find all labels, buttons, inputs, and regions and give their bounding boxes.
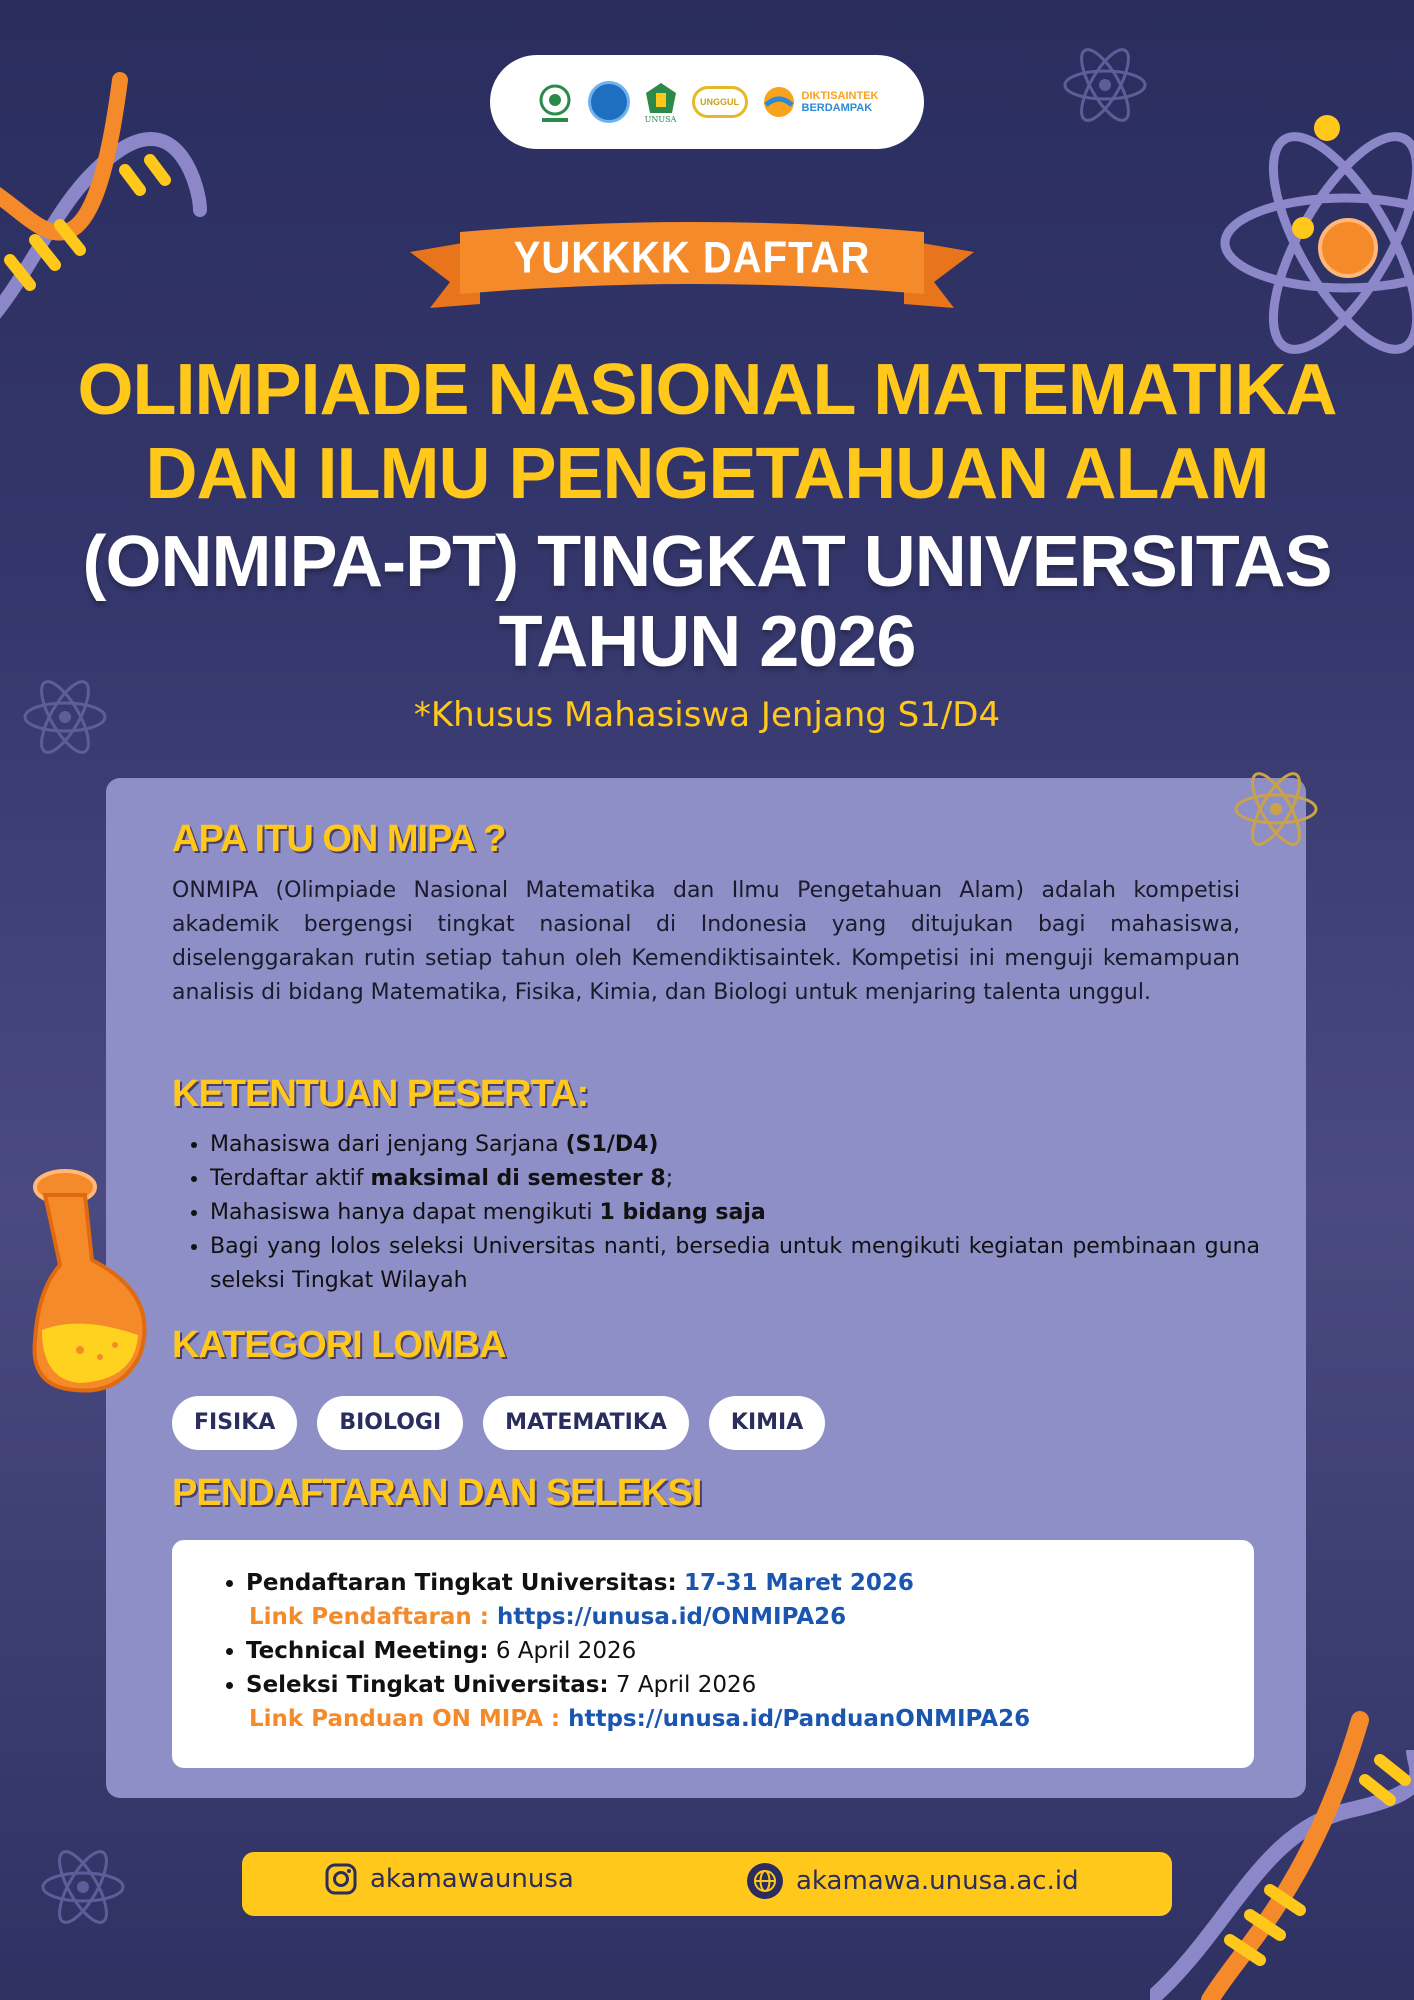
guide-link-label: Link Panduan ON MIPA :	[249, 1706, 569, 1732]
globe-icon	[746, 1862, 784, 1900]
registration-date: 17-31 Maret 2026	[683, 1570, 914, 1596]
category-chips	[172, 1396, 825, 1450]
chip-fisika: FISIKA	[172, 1396, 297, 1450]
atom-outline-bottom-left-icon	[38, 1842, 128, 1932]
logo-kemdikti-icon	[588, 81, 630, 123]
about-body: ONMIPA (Olimpiade Nasional Matematika dan Ilmu Pengetahuan Alam) adalah kompetisi akademik bergengsi tingkat nasional di Indonesia yang ditujukan bagi mahasiswa, diselenggarakan rutin setiap tahun oleh Kemendiktisaintek. Kompetisi ini menguji kemampuan analisis di bidang Matematika, Fisika, Kimia, dan Biologi untuk menjaring talenta unggul.	[172, 878, 1240, 1005]
registration-link-label: Link Pendaftaran :	[249, 1604, 498, 1630]
flask-icon	[20, 1165, 165, 1400]
chip-biologi: BIOLOGI	[317, 1396, 463, 1450]
ribbon-banner	[410, 212, 974, 312]
dikti-line2: BERDAMPAK	[801, 102, 873, 114]
about-heading: APA ITU ON MIPA ?	[172, 818, 506, 860]
title-line-1: OLIMPIADE NASIONAL MATEMATIKA	[77, 350, 1337, 430]
unggul-label: UNGGUL	[700, 97, 739, 107]
selection-item: • Seleksi Tingkat Universitas: 7 April 2026 Link Panduan ON MIPA : https://unusa.id/PanduanONMIPA26	[246, 1668, 1030, 1736]
categories-heading: KATEGORI LOMBA	[172, 1324, 506, 1366]
registration-item: • Pendaftaran Tingkat Universitas: 17-31 Maret 2026 Link Pendaftaran : https://unusa.id/ONMIPA26	[246, 1566, 1030, 1634]
rules-heading: KETENTUAN PESERTA:	[172, 1073, 589, 1115]
chip-kimia: KIMIA	[709, 1396, 825, 1450]
rule-item: • Mahasiswa hanya dapat mengikuti 1 bidang saja	[210, 1196, 1260, 1230]
logo-unusa-icon	[644, 81, 678, 124]
instagram-contact[interactable]	[324, 1862, 574, 1896]
instagram-handle: akamawaunusa	[370, 1864, 574, 1894]
registration-heading: PENDAFTARAN DAN SELEKSI	[172, 1472, 702, 1514]
atom-card-icon	[1231, 764, 1321, 854]
technical-meeting-item: • Technical Meeting: 6 April 2026	[246, 1634, 1030, 1668]
website-url: akamawa.unusa.ac.id	[796, 1866, 1079, 1896]
content-card	[106, 778, 1306, 1798]
chip-matematika: MATEMATIKA	[483, 1396, 689, 1450]
subtitle: *Khusus Mahasiswa Jenjang S1/D4	[413, 695, 1001, 735]
rule-item: • Bagi yang lolos seleksi Universitas nanti, bersedia untuk mengikuti kegiatan pembinaan guna seleksi Tingkat Wilayah	[210, 1230, 1260, 1298]
dna-helix-bottom-right-icon	[1150, 1710, 1414, 2000]
logo-diktisaintek-icon	[762, 85, 879, 119]
title-line-3: (ONMIPA-PT) TINGKAT UNIVERSITAS	[82, 522, 1332, 602]
atom-outline-icon	[1060, 40, 1150, 130]
dna-helix-top-left-icon	[0, 70, 215, 340]
atom-large-icon	[1215, 108, 1414, 378]
logo-nu-icon	[536, 78, 574, 126]
title-line-4: TAHUN 2026	[498, 602, 916, 682]
logo-unggul-icon	[692, 86, 748, 118]
dikti-line1: DIKTISAINTEK	[801, 90, 879, 102]
title-line-2: DAN ILMU PENGETAHUAN ALAM	[145, 434, 1269, 514]
rules-list	[172, 1128, 1260, 1298]
rule-item: • Mahasiswa dari jenjang Sarjana (S1/D4)	[210, 1128, 1260, 1162]
website-contact[interactable]	[746, 1862, 1079, 1900]
instagram-icon	[324, 1862, 358, 1896]
ribbon-label: YUKKKK DAFTAR	[513, 233, 871, 283]
guide-link[interactable]: https://unusa.id/PanduanONMIPA26	[568, 1706, 1031, 1732]
registration-list	[208, 1566, 1030, 1736]
footer-bar	[242, 1852, 1172, 1916]
logo-bar	[490, 55, 924, 149]
rule-item: • Terdaftar aktif maksimal di semester 8;	[210, 1162, 1260, 1196]
registration-box	[172, 1540, 1254, 1768]
unusa-label: UNUSA	[644, 114, 677, 124]
registration-link[interactable]: https://unusa.id/ONMIPA26	[497, 1604, 847, 1630]
